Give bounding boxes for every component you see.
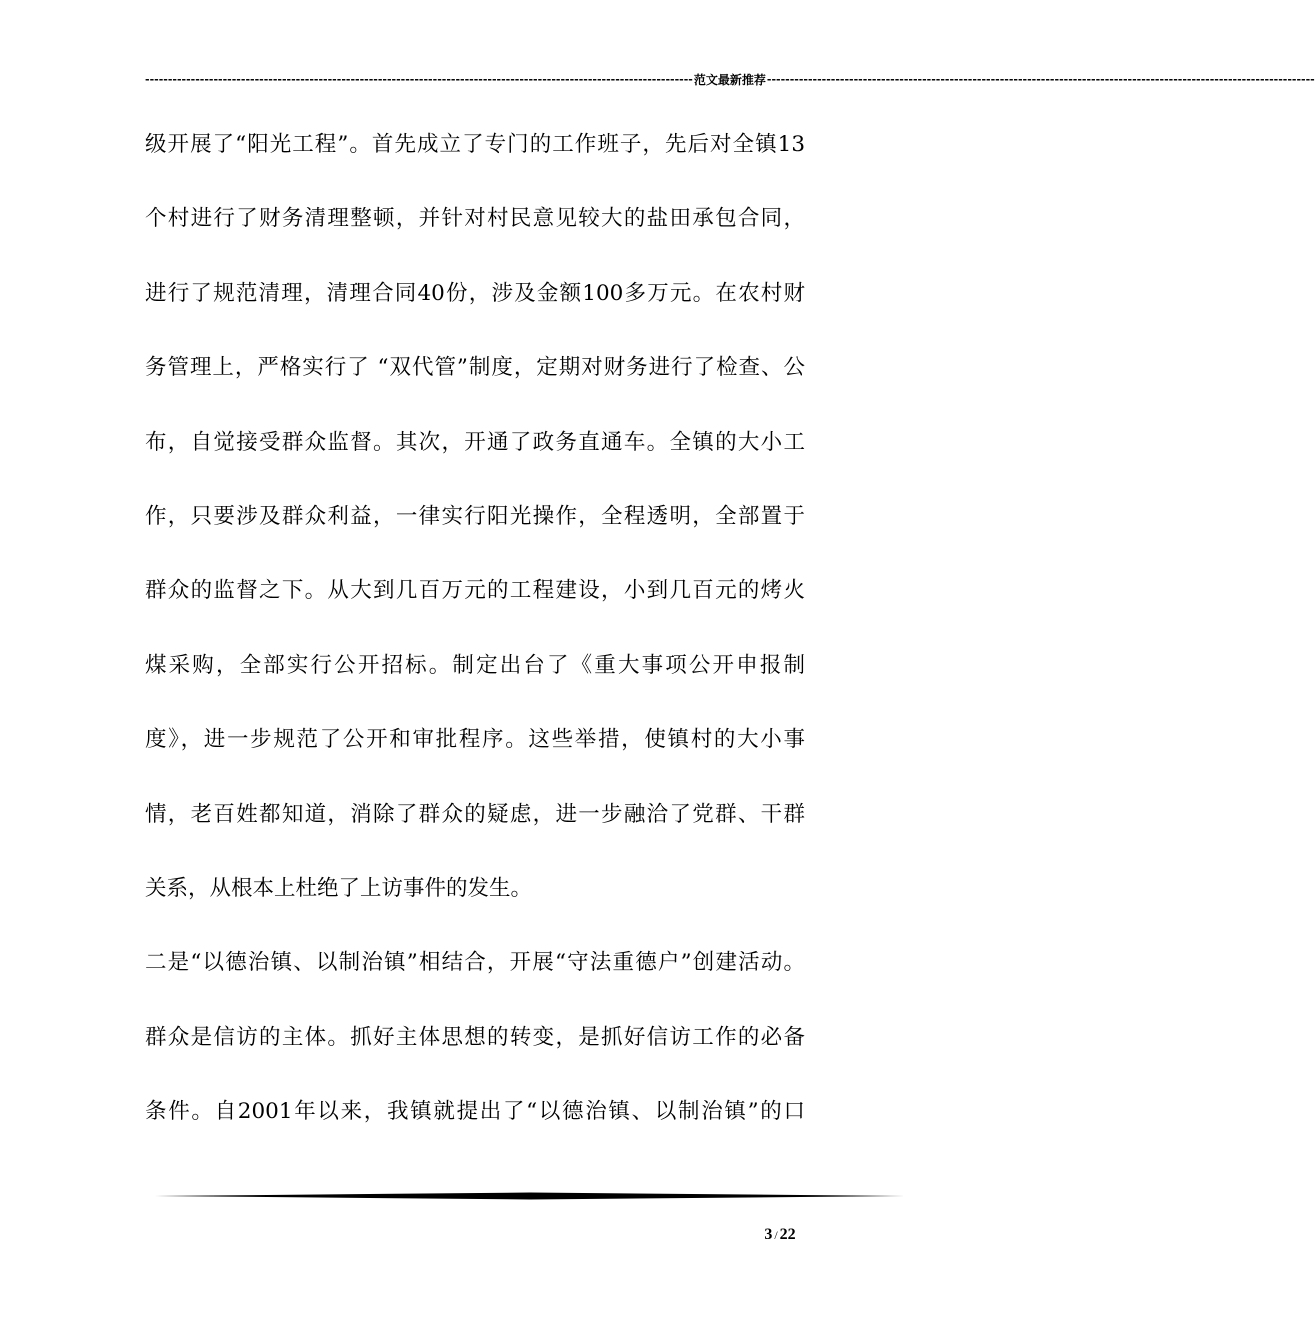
page-separator: / [774,1228,778,1242]
text-line: 布，自觉接受群众监督。其次，开通了政务直通车。全镇的大小工 [145,429,805,455]
text-line: 二是“以德治镇、以制治镇”相结合，开展“守法重德户”创建活动。 [145,950,805,976]
page-header [145,70,1315,88]
header-title: 范文最新推荐 [693,72,766,87]
text-line: 度》，进一步规范了公开和审批程序。这些举措，使镇村的大小事 [145,727,805,753]
header-dashes-left: ------------------------------------------------------------------------------------------------------------------------ [145,72,693,86]
text-line: 务管理上，严格实行了 “双代管”制度，定期对财务进行了检查、公 [145,355,805,381]
header-dashes-right: ------------------------------------------------------------------------------------------------------------------------ [766,72,1315,86]
text-line: 情，老百姓都知道，消除了群众的疑虑，进一步融洽了党群、干群 [145,801,805,827]
text-line: 条件。自2001年以来，我镇就提出了“以德治镇、以制治镇”的口 [145,1099,805,1125]
total-pages: 22 [779,1226,796,1243]
text-line: 作，只要涉及群众利益，一律实行阳光操作，全程透明，全部置于 [145,503,805,529]
footer-divider [155,1192,905,1200]
page-number [745,1226,815,1244]
document-body [145,118,805,1159]
text-line: 群众的监督之下。从大到几百万元的工程建设，小到几百元的烤火 [145,578,805,604]
text-line: 群众是信访的主体。抓好主体思想的转变，是抓好信访工作的必备 [145,1024,805,1050]
text-line: 级开展了“阳光工程”。首先成立了专门的工作班子，先后对全镇13 [145,132,805,157]
text-line: 个村进行了财务清理整顿，并针对村民意见较大的盐田承包合同， [145,206,805,232]
text-line: 进行了规范清理，清理合同40份，涉及金额100多万元。在农村财 [145,280,805,306]
text-line: 关系，从根本上杜绝了上访事件的发生。 [145,875,533,901]
text-line: 煤采购，全部实行公开招标。制定出台了《重大事项公开申报制 [145,652,805,678]
current-page: 3 [764,1226,773,1243]
